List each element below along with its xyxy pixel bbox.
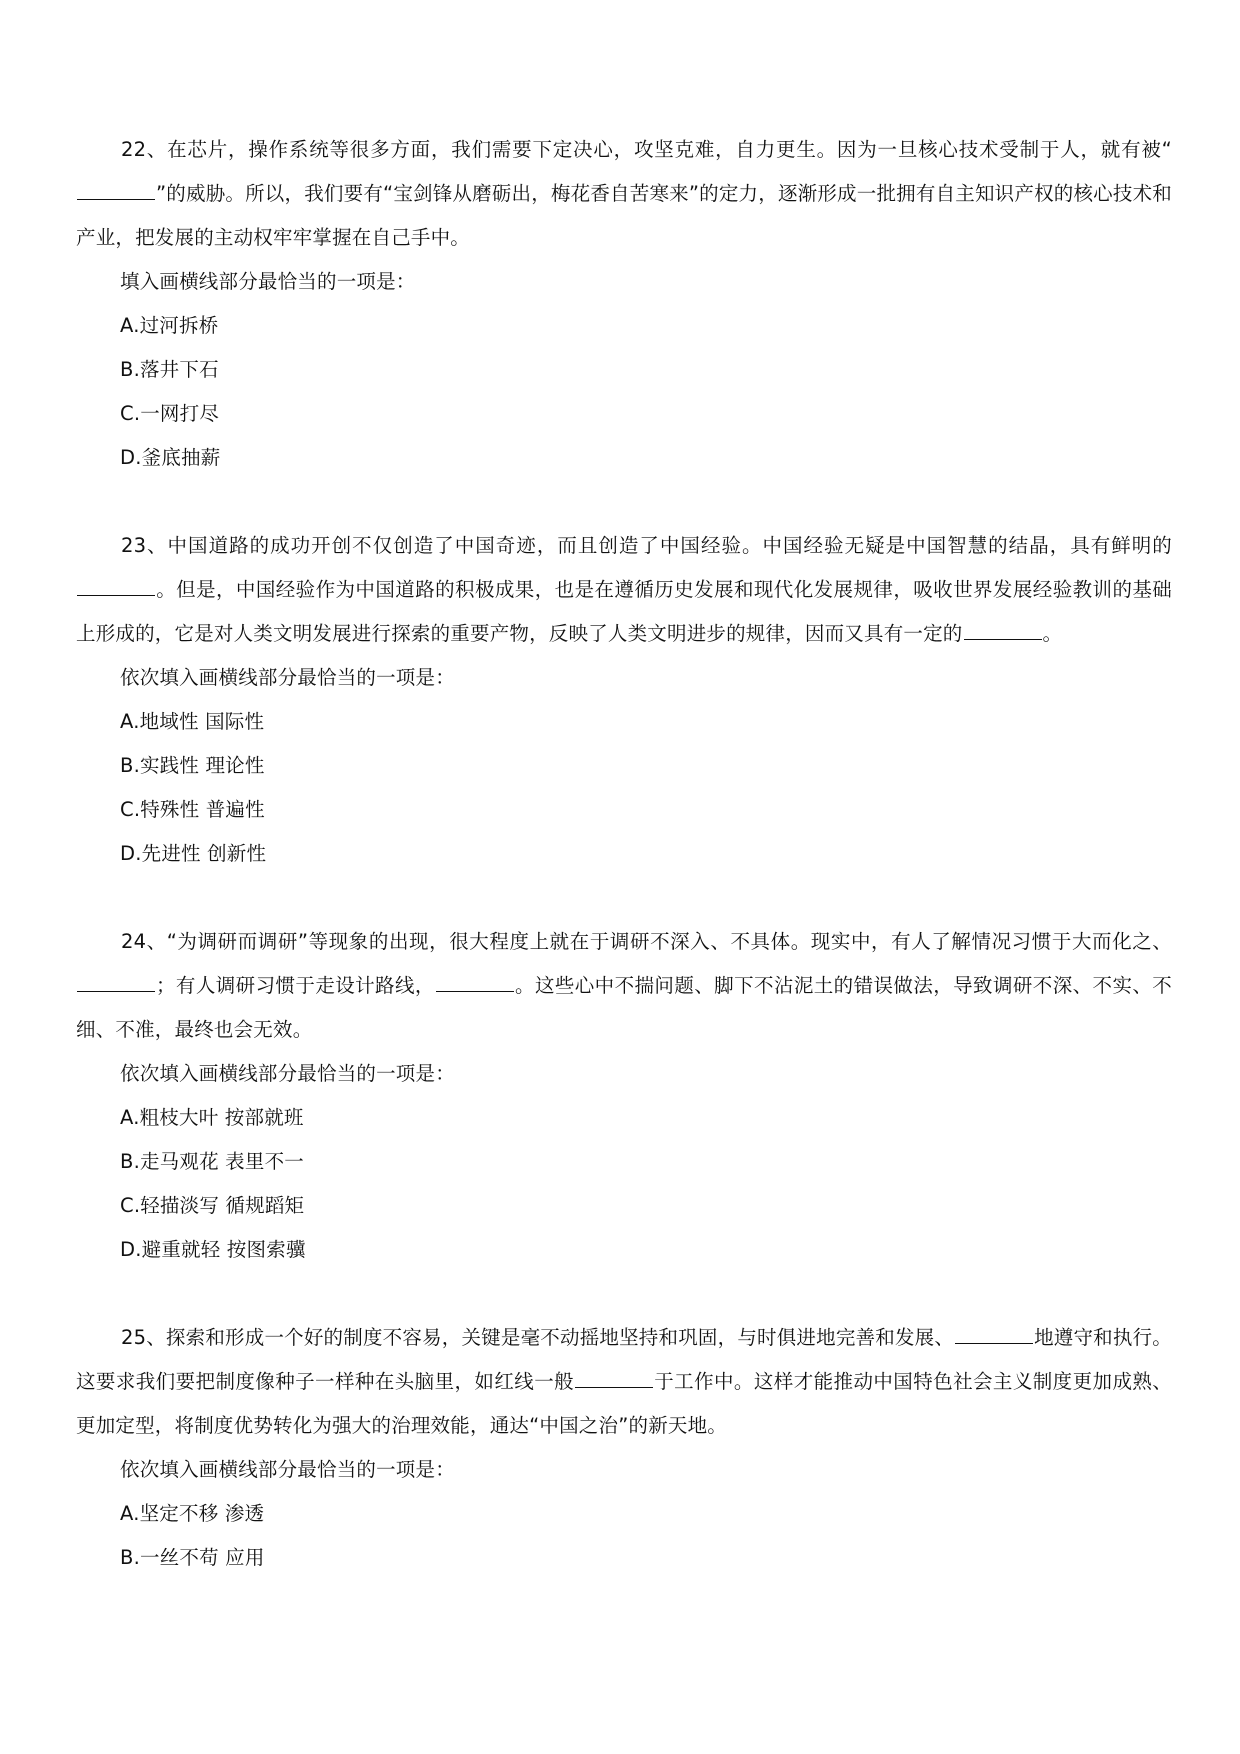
fill-blank bbox=[77, 179, 155, 200]
question-prompt: 依次填入画横线部分最恰当的一项是： bbox=[120, 666, 455, 689]
stem-text: 。这些心中不揣问题、脚下不沾泥土的错误做法，导致调研不深、不实、不细、不准，最终也会无效。 bbox=[76, 974, 1172, 1041]
question-24 bbox=[76, 920, 1172, 1272]
option-d: D.先进性 创新性 bbox=[120, 842, 267, 865]
question-prompt: 依次填入画横线部分最恰当的一项是： bbox=[120, 1458, 455, 1481]
option-b: B.实践性 理论性 bbox=[120, 754, 265, 777]
fill-blank bbox=[964, 619, 1042, 640]
fill-blank bbox=[436, 971, 514, 992]
stem-text: 22、在芯片，操作系统等很多方面，我们需要下定决心，攻坚克难，自力更生。因为一旦核心技术受制于人，就有被“ bbox=[121, 138, 1172, 161]
option-a: A.过河拆桥 bbox=[120, 314, 219, 337]
question-25 bbox=[76, 1316, 1172, 1580]
fill-blank bbox=[575, 1367, 653, 1388]
stem-text: 。 bbox=[1042, 622, 1063, 645]
question-23 bbox=[76, 524, 1172, 876]
fill-blank bbox=[77, 575, 155, 596]
option-a: A.坚定不移 渗透 bbox=[120, 1502, 265, 1525]
stem-text: 25、探索和形成一个好的制度不容易，关键是毫不动摇地坚持和巩固，与时俱进地完善和发展、 bbox=[121, 1326, 955, 1349]
stem-text: 。但是，中国经验作为中国道路的积极成果，也是在遵循历史发展和现代化发展规律，吸收世界发展经验教训的基础上形成的，它是对人类文明发展进行探索的重要产物，反映了人类文明进步的规律，因而又具有一定的 bbox=[76, 578, 1172, 645]
question-stem bbox=[76, 920, 1172, 1052]
question-prompt: 依次填入画横线部分最恰当的一项是： bbox=[120, 1062, 455, 1085]
fill-blank bbox=[77, 971, 155, 992]
question-stem bbox=[76, 1316, 1172, 1448]
question-stem bbox=[76, 524, 1172, 656]
option-b: B.走马观花 表里不一 bbox=[120, 1150, 304, 1173]
option-d: D.釜底抽薪 bbox=[120, 446, 221, 469]
question-stem bbox=[76, 128, 1172, 260]
option-c: C.轻描淡写 循规蹈矩 bbox=[120, 1194, 305, 1217]
option-b: B.一丝不苟 应用 bbox=[120, 1546, 265, 1569]
stem-text: 23、中国道路的成功开创不仅创造了中国奇迹，而且创造了中国经验。中国经验无疑是中国智慧的结晶，具有鲜明的 bbox=[121, 534, 1172, 557]
option-a: A.地域性 国际性 bbox=[120, 710, 265, 733]
option-c: C.特殊性 普遍性 bbox=[120, 798, 265, 821]
option-b: B.落井下石 bbox=[120, 358, 219, 381]
exam-page bbox=[76, 128, 1172, 1624]
option-a: A.粗枝大叶 按部就班 bbox=[120, 1106, 304, 1129]
option-c: C.一网打尽 bbox=[120, 402, 220, 425]
stem-text: 地遵守和执行。这要求我们要把制度像种子一样种在头脑里，如红线一般 bbox=[76, 1326, 1172, 1393]
stem-text: 24、“为调研而调研”等现象的出现，很大程度上就在于调研不深入、不具体。现实中，有人了解情况习惯于大而化之、 bbox=[121, 930, 1172, 953]
stem-text: ；有人调研习惯于走设计路线， bbox=[156, 974, 435, 997]
stem-text: 于工作中。这样才能推动中国特色社会主义制度更加成熟、更加定型，将制度优势转化为强大的治理效能，通达“中国之治”的新天地。 bbox=[76, 1370, 1172, 1437]
fill-blank bbox=[955, 1323, 1033, 1344]
question-22 bbox=[76, 128, 1172, 480]
option-d: D.避重就轻 按图索骥 bbox=[120, 1238, 306, 1261]
stem-text: ”的威胁。所以，我们要有“宝剑锋从磨砺出，梅花香自苦寒来”的定力，逐渐形成一批拥有自主知识产权的核心技术和产业，把发展的主动权牢牢掌握在自己手中。 bbox=[76, 182, 1172, 249]
question-prompt: 填入画横线部分最恰当的一项是： bbox=[120, 270, 416, 293]
